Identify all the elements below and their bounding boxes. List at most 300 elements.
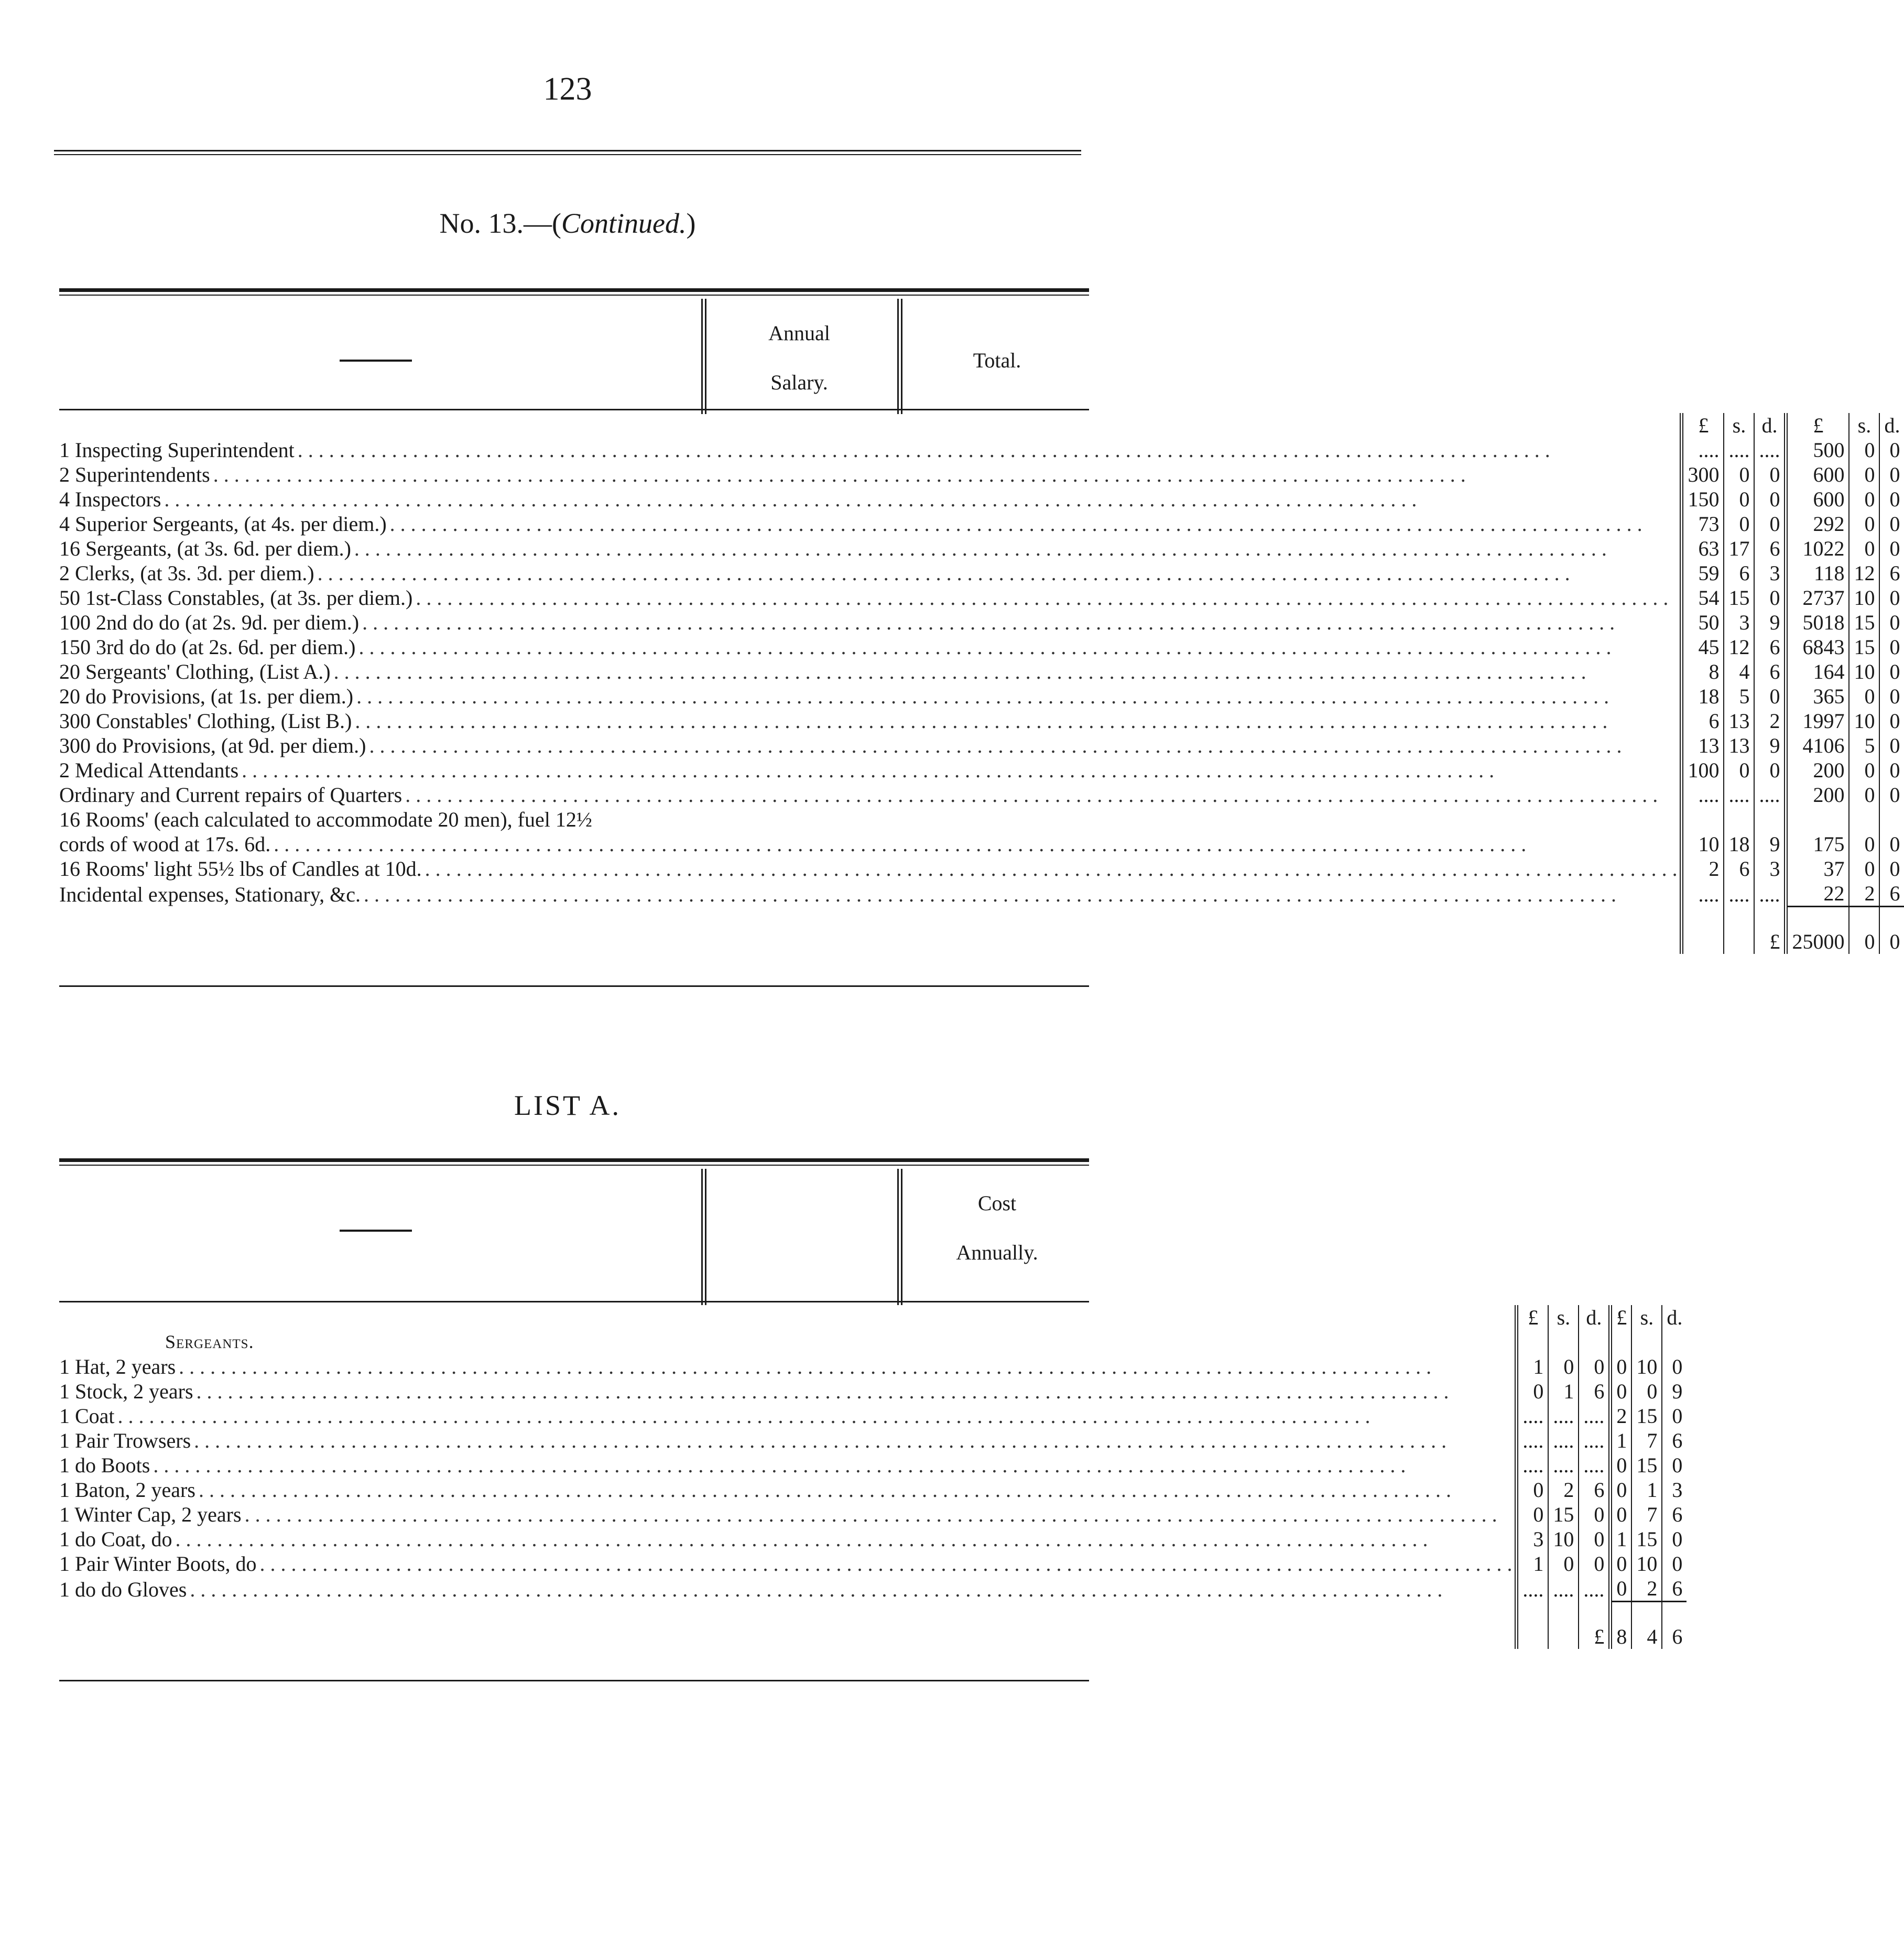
row-description (55, 758, 1682, 783)
total-shillings: 10 (1849, 709, 1879, 733)
rate-pence: 0 (1754, 487, 1786, 512)
table-row (55, 585, 1904, 610)
row-label: 1 Baton, 2 years (59, 1478, 199, 1502)
rate-shillings (1724, 807, 1754, 832)
total-pounds: 164 (1786, 659, 1849, 684)
rate-pence: 2 (1754, 709, 1786, 733)
table1-header-vline-4 (901, 299, 902, 414)
total-shillings: 0 (1849, 512, 1879, 536)
row-label: 1 Pair Winter Boots, do (59, 1552, 260, 1576)
section-cell (1548, 1330, 1579, 1354)
total-pounds: 0 (1611, 1453, 1632, 1478)
total-pounds: 0 (1611, 1576, 1632, 1602)
row-label: 1 Winter Cap, 2 years (59, 1503, 245, 1526)
row-description (55, 1453, 1517, 1478)
total-shillings: 0 (1849, 758, 1879, 783)
total-pence (1879, 807, 1904, 832)
rate-pounds: 2 (1682, 856, 1724, 881)
rate-pounds: 45 (1682, 635, 1724, 659)
row-label: 4 Superior Sergeants, (at 4s. per diem.) (59, 512, 390, 536)
table2-header-vline-2 (705, 1169, 706, 1305)
rate-pence: 6 (1754, 659, 1786, 684)
total-pounds: 600 (1786, 487, 1849, 512)
total-shillings: 2 (1849, 881, 1879, 907)
rate-shillings: 2 (1548, 1478, 1579, 1502)
rate-pence: 6 (1754, 635, 1786, 659)
total-shillings: 15 (1849, 610, 1879, 635)
dot-leader: . . . . . . . . . . . . . . . . . . . . . . . . . . . . . . . . . . . . . . . . . . . . . . . . . . . . . . . . . . . . . . . . . . . . . . . . . . . . . . . . . . . . . . . . . . . . . . . . . . . . . . . . . . . . . . . . . . . . . . . . (364, 882, 1616, 906)
rate-pence: 0 (1754, 585, 1786, 610)
rate-pounds: 0 (1517, 1379, 1549, 1404)
rate-pounds: 13 (1682, 733, 1724, 758)
total-pounds: 365 (1786, 684, 1849, 709)
row-label: 100 2nd do do (at 2s. 9d. per diem.) (59, 611, 362, 634)
rate-pence: 6 (1579, 1379, 1611, 1404)
rate-pounds: 100 (1682, 758, 1724, 783)
total-spacer (55, 1602, 1517, 1649)
section-cell (1579, 1330, 1611, 1354)
total-pence: 0 (1879, 832, 1904, 856)
dot-leader: . . . . . . . . . . . . . . . . . . . . . . . . . . . . . . . . . . . . . . . . . . . . . . . . . . . . . . . . . . . . . . . . . . . . . . . . . . . . . . . . . . . . . . . . . . . . . . . . . . . . . . . . . . . . . . . . . . . . . . . . (333, 660, 1586, 683)
row-description (55, 684, 1682, 709)
unit-1: s. (1724, 413, 1754, 438)
total-pence: 0 (1879, 856, 1904, 881)
table-row (55, 1576, 1687, 1602)
total-pence: 0 (1879, 610, 1904, 635)
total-shillings: 0 (1849, 438, 1879, 462)
row-label: 1 Stock, 2 years (59, 1380, 197, 1403)
dot-leader: . . . . . . . . . . . . . . . . . . . . . . . . . . . . . . . . . . . . . . . . . . . . . . . . . . . . . . . . . . . . . . . . . . . . . . . . . . . . . . . . . . . . . . . . . . . . . . . . . . . . . . . . . . . . . . . . . . . . . . . . (213, 463, 1466, 486)
table-row (55, 536, 1904, 561)
table-row (55, 561, 1904, 585)
rate-shillings: 3 (1724, 610, 1754, 635)
grand-total-pounds: 8 (1611, 1602, 1632, 1649)
total-shillings: 10 (1631, 1354, 1662, 1379)
total-pounds: 37 (1786, 856, 1849, 881)
row-description (55, 1576, 1517, 1602)
grand-total-pounds: 25000 (1786, 907, 1849, 954)
row-label: 16 Rooms' (each calculated to accommodate 20 men), fuel 12½ (59, 808, 595, 831)
dot-leader: . . . . . . . . . . . . . . . . . . . . . . . . . . . . . . . . . . . . . . . . . . . . . . . . . . . . . . . . . . . . . . . . . . . . . . . . . . . . . . . . . . . . . . . . . . . . . . . . . . . . . . . . . . . . . . . . . . . . . . . . (175, 1527, 1428, 1551)
dot-leader: . . . . . . . . . . . . . . . . . . . . . . . . . . . . . . . . . . . . . . . . . . . . . . . . . . . . . . . . . . . . . . . . . . . . . . . . . . . . . . . . . . . . . . . . . . . . . . . . . . . . . . . . . . . . . . . . . . . . . . . . (198, 1478, 1451, 1502)
rate-pence (1754, 807, 1786, 832)
rate-pounds: 18 (1682, 684, 1724, 709)
rate-pence: 3 (1754, 856, 1786, 881)
table-row (55, 807, 1904, 832)
rate-pence: 6 (1754, 536, 1786, 561)
table-row (55, 709, 1904, 733)
row-label: 2 Superintendents (59, 463, 213, 486)
rate-pence: 0 (1754, 462, 1786, 487)
total-shillings (1849, 807, 1879, 832)
row-label: 1 Coat (59, 1404, 118, 1428)
row-description (55, 733, 1682, 758)
units-spacer (55, 1305, 1517, 1330)
row-description (55, 783, 1682, 807)
row-label: 300 Constables' Clothing, (List B.) (59, 709, 355, 733)
rate-shillings: 6 (1724, 561, 1754, 585)
rate-pounds: 0 (1517, 1478, 1549, 1502)
dot-leader: . . . . . . . . . . . . . . . . . . . . . . . . . . . . . . . . . . . . . . . . . . . . . . . . . . . . . . . . . . . . . . . . . . . . . . . . . . . . . . . . . . . . . . . . . . . . . . . . . . . . . . . . . . . . . . . . . . . . . . . . (164, 487, 1417, 511)
rate-shillings: 15 (1724, 585, 1754, 610)
row-description (55, 1354, 1517, 1379)
dot-leader: . . . . . . . . . . . . . . . . . . . . . . . . . . . . . . . . . . . . . . . . . . . . . . . . . . . . . . . . . . . . . . . . . . . . . . . . . . . . . . . . . . . . . . . . . . . . . . . . . . . . . . . . . . . . . . . . . . . . . . . . (242, 758, 1495, 782)
total-pounds: 200 (1786, 783, 1849, 807)
dot-leader: . . . . . . . . . . . . . . . . . . . . . . . . . . . . . . . . . . . . . . . . . . . . . . . . . . . . . . . . . . . . . . . . . . . . . . . . . . . . . . . . . . . . . . . . . . . . . . . . . . . . . . . . . . . . . . . . . . . . . . . . (194, 1429, 1447, 1452)
row-description (55, 1527, 1517, 1551)
table1-col-total: Total. (973, 349, 1021, 372)
table2 (55, 1305, 1687, 1649)
rate-pounds: 50 (1682, 610, 1724, 635)
row-description (55, 1551, 1517, 1576)
total-pence: 0 (1879, 585, 1904, 610)
table2-bottom-rule (59, 1680, 1089, 1681)
rate-shillings: 5 (1724, 684, 1754, 709)
total-pence: 0 (1879, 709, 1904, 733)
total-pence: 3 (1662, 1478, 1687, 1502)
table2-top-rule (59, 1158, 1089, 1162)
total-pounds: 500 (1786, 438, 1849, 462)
total-blank-2 (1548, 1602, 1579, 1649)
rate-pence: 9 (1754, 733, 1786, 758)
row-description (55, 1502, 1517, 1527)
unit-4: s. (1631, 1305, 1662, 1330)
row-label: cords of wood at 17s. 6d. (59, 832, 274, 856)
grand-total-pence: 0 (1879, 907, 1904, 954)
dot-leader: . . . . . . . . . . . . . . . . . . . . . . . . . . . . . . . . . . . . . . . . . . . . . . . . . . . . . . . . . . . . . . . . . . . . . . . . . . . . . . . . . . . . . . . . . . . . . . . . . . . . . . . . . . . . . . . . . . . . . . . . (425, 857, 1678, 881)
row-label: 1 do Boots (59, 1453, 153, 1477)
total-pence: 0 (1879, 783, 1904, 807)
table2-heading: LIST A. (514, 1090, 622, 1121)
total-pence: 0 (1879, 438, 1904, 462)
rate-shillings: 1 (1548, 1379, 1579, 1404)
dot-leader: . . . . . . . . . . . . . . . . . . . . . . . . . . . . . . . . . . . . . . . . . . . . . . . . . . . . . . . . . . . . . . . . . . . . . . . . . . . . . . . . . . . . . . . . . . . . . . . . . . . . . . . . . . . . . . . . . . . . . . . . (358, 635, 1612, 659)
total-pence: 6 (1879, 881, 1904, 907)
row-label: 1 Hat, 2 years (59, 1355, 179, 1378)
dot-leader: . . . . . . . . . . . . . . . . . . . . . . . . . . . . . . . . . . . . . . . . . . . . . . . . . . . . . . . . . . . . . . . . . . . . . . . . . . . . . . . . . . . . . . . . . . . . . . . . . . . . . . . . . . . . . . . . . . . . . . . . (244, 1503, 1497, 1526)
table-row (55, 659, 1904, 684)
total-blank-1 (1517, 1602, 1549, 1649)
table1-col-annual-2: Salary. (770, 371, 828, 394)
total-shillings: 5 (1849, 733, 1879, 758)
total-pounds: 1022 (1786, 536, 1849, 561)
total-shillings: 10 (1849, 585, 1879, 610)
dot-leader: . . . . . . . . . . . . . . . . . . . . . . . . . . . . . . . . . . . . . . . . . . . . . . . . . . . . . . . . . . . . . . . . . . . . . . . . . . . . . . . . . . . . . . . . . . . . . . . . . . . . . . . . . . . . . . . . . . . . . . . . (153, 1453, 1406, 1477)
dot-leader: . . . . . . . . . . . . . . . . . . . . . . . . . . . . . . . . . . . . . . . . . . . . . . . . . . . . . . . . . . . . . . . . . . . . . . . . . . . . . . . . . . . . . . . . . . . . . . . . . . . . . . . . . . . . . . . . . . . . . . . . (362, 611, 1615, 634)
table-row (55, 462, 1904, 487)
rate-pence: 0 (1754, 684, 1786, 709)
table-row (55, 832, 1904, 856)
rate-pence: 0 (1579, 1551, 1611, 1576)
row-label: 16 Sergeants, (at 3s. 6d. per diem.) (59, 537, 354, 560)
total-pence: 0 (1879, 462, 1904, 487)
rate-pounds: 73 (1682, 512, 1724, 536)
table2-col-cost-1: Cost (977, 1191, 1017, 1215)
table-row (55, 684, 1904, 709)
unit-2: d. (1754, 413, 1786, 438)
table1-header-dash (340, 360, 412, 362)
rate-pence: 9 (1754, 832, 1786, 856)
total-pounds: 175 (1786, 832, 1849, 856)
row-label: 50 1st-Class Constables, (at 3s. per diem.) (59, 586, 416, 610)
rate-pounds: 63 (1682, 536, 1724, 561)
section-cell (1611, 1330, 1632, 1354)
row-label: Ordinary and Current repairs of Quarters (59, 783, 405, 807)
dot-leader: . . . . . . . . . . . . . . . . . . . . . . . . . . . . . . . . . . . . . . . . . . . . . . . . . . . . . . . . . . . . . . . . . . . . . . . . . . . . . . . . . . . . . . . . . . . . . . . . . . . . . . . . . . . . . . . . . . . . . . . . (179, 1355, 1432, 1378)
total-pounds: 0 (1611, 1379, 1632, 1404)
rate-shillings: .... (1548, 1428, 1579, 1453)
total-pounds: 118 (1786, 561, 1849, 585)
total-pounds: 1 (1611, 1428, 1632, 1453)
total-shillings: 0 (1849, 536, 1879, 561)
rate-pounds: .... (1517, 1576, 1549, 1602)
row-label: 4 Inspectors (59, 487, 164, 511)
table1-header-vline-3 (897, 299, 899, 414)
row-description (55, 487, 1682, 512)
rate-pounds: 1 (1517, 1551, 1549, 1576)
rate-pence: 0 (1579, 1502, 1611, 1527)
unit-2: d. (1579, 1305, 1611, 1330)
table1-header-vline-1 (701, 299, 703, 414)
total-symbol: £ (1754, 907, 1786, 954)
rate-shillings: 0 (1724, 758, 1754, 783)
rate-pounds: 8 (1682, 659, 1724, 684)
total-shillings: 0 (1631, 1379, 1662, 1404)
total-pounds: 1 (1611, 1527, 1632, 1551)
total-shillings: 7 (1631, 1428, 1662, 1453)
rate-pounds: .... (1517, 1428, 1549, 1453)
table-row (55, 512, 1904, 536)
rate-pence: 9 (1754, 610, 1786, 635)
row-description (55, 438, 1682, 462)
row-description (55, 709, 1682, 733)
total-pounds: 0 (1611, 1478, 1632, 1502)
rate-shillings: 0 (1724, 487, 1754, 512)
table-row (55, 783, 1904, 807)
dot-leader: . . . . . . . . . . . . . . . . . . . . . . . . . . . . . . . . . . . . . . . . . . . . . . . . . . . . . . . . . . . . . . . . . . . . . . . . . . . . . . . . . . . . . . . . . . . . . . . . . . . . . . . . . . . . . . . . . . . . . . . . (317, 561, 1570, 585)
table-row (55, 1478, 1687, 1502)
rate-shillings: .... (1548, 1576, 1579, 1602)
row-label: 2 Medical Attendants (59, 758, 242, 782)
rate-shillings: 18 (1724, 832, 1754, 856)
total-shillings: 2 (1631, 1576, 1662, 1602)
rate-pence: .... (1579, 1576, 1611, 1602)
dot-leader: . . . . . . . . . . . . . . . . . . . . . . . . . . . . . . . . . . . . . . . . . . . . . . . . . . . . . . . . . . . . . . . . . . . . . . . . . . . . . . . . . . . . . . . . . . . . . . . . . . . . . . . . . . . . . . . . . . . . . . . . (117, 1404, 1370, 1428)
rate-pence: .... (1579, 1453, 1611, 1478)
rate-shillings: 10 (1548, 1527, 1579, 1551)
total-pence: 0 (1879, 659, 1904, 684)
table1-header-vline-2 (705, 299, 706, 414)
dot-leader: . . . . . . . . . . . . . . . . . . . . . . . . . . . . . . . . . . . . . . . . . . . . . . . . . . . . . . . . . . . . . . . . . . . . . . . . . . . . . . . . . . . . . . . . . . . . . . . . . . . . . . . . . . . . . . . . . . . . . . . . (354, 537, 1607, 560)
rate-shillings: 17 (1724, 536, 1754, 561)
table-row (55, 758, 1904, 783)
table-row (55, 1502, 1687, 1527)
table-row (55, 610, 1904, 635)
row-description (55, 856, 1682, 881)
unit-0: £ (1682, 413, 1724, 438)
dot-leader: . . . . . . . . . . . . . . . . . . . . . . . . . . . . . . . . . . . . . . . . . . . . . . . . . . . . . . . . . . . . . . . . . . . . . . . . . . . . . . . . . . . . . . . . . . . . . . . . . . . . . . . . . . . . . . . . . . . . . . . . (356, 685, 1609, 708)
total-blank-2 (1724, 907, 1754, 954)
row-description (55, 512, 1682, 536)
unit-5: d. (1879, 413, 1904, 438)
total-shillings: 15 (1631, 1527, 1662, 1551)
units-spacer (55, 413, 1682, 438)
rate-shillings: 4 (1724, 659, 1754, 684)
table1 (55, 413, 1904, 954)
dot-leader: . . . . . . . . . . . . . . . . . . . . . . . . . . . . . . . . . . . . . . . . . . . . . . . . . . . . . . . . . . . . . . . . . . . . . . . . . . . . . . . . . . . . . . . . . . . . . . . . . . . . . . . . . . . . . . . . . . . . . . . . (405, 783, 1658, 807)
table2-header-vline-3 (897, 1169, 899, 1305)
rate-shillings: 13 (1724, 733, 1754, 758)
rate-shillings: 0 (1548, 1551, 1579, 1576)
section-heading: Sergeants. (165, 1331, 254, 1352)
total-pence: 0 (1662, 1527, 1687, 1551)
section-row (55, 1330, 1687, 1354)
total-pence: 0 (1879, 536, 1904, 561)
row-description (55, 536, 1682, 561)
table-row (55, 1428, 1687, 1453)
dot-leader: . . . . . . . . . . . . . . . . . . . . . . . . . . . . . . . . . . . . . . . . . . . . . . . . . . . . . . . . . . . . . . . . . . . . . . . . . . . . . . . . . . . . . . . . . . . . . . . . . . . . . . . . . . . . . . . . . . . . . . . . (389, 512, 1642, 536)
dot-leader: . . . . . . . . . . . . . . . . . . . . . . . . . . . . . . . . . . . . . . . . . . . . . . . . . . . . . . . . . . . . . . . . . . . . . . . . . . . . . . . . . . . . . . . . . . . . . . . . . . . . . . . . . . . . . . . . . . . . . . . . (190, 1577, 1443, 1601)
rate-shillings: 6 (1724, 856, 1754, 881)
rate-shillings: .... (1724, 881, 1754, 907)
table-row (55, 856, 1904, 881)
total-spacer (55, 907, 1682, 954)
total-row (55, 907, 1904, 954)
total-pounds: 4106 (1786, 733, 1849, 758)
rate-shillings: 12 (1724, 635, 1754, 659)
total-pence: 0 (1879, 635, 1904, 659)
unit-4: s. (1849, 413, 1879, 438)
total-symbol: £ (1579, 1602, 1611, 1649)
total-pounds: 600 (1786, 462, 1849, 487)
total-shillings: 0 (1849, 462, 1879, 487)
row-label: 16 Rooms' light 55½ lbs of Candles at 10d. (59, 857, 425, 881)
section-cell (1631, 1330, 1662, 1354)
table-row (55, 1551, 1687, 1576)
rate-pounds: 59 (1682, 561, 1724, 585)
table-row (55, 487, 1904, 512)
total-shillings: 15 (1631, 1404, 1662, 1428)
rate-pounds: 10 (1682, 832, 1724, 856)
rate-pounds: 150 (1682, 487, 1724, 512)
rate-pence: .... (1754, 438, 1786, 462)
dot-leader: . . . . . . . . . . . . . . . . . . . . . . . . . . . . . . . . . . . . . . . . . . . . . . . . . . . . . . . . . . . . . . . . . . . . . . . . . . . . . . . . . . . . . . . . . . . . . . . . . . . . . . . . . . . . . . . . . . . . . . . . (355, 709, 1608, 733)
total-pence: 0 (1879, 733, 1904, 758)
total-pounds: 0 (1611, 1551, 1632, 1576)
rate-shillings: 0 (1724, 512, 1754, 536)
row-description (55, 610, 1682, 635)
table-row (55, 1453, 1687, 1478)
total-shillings: 0 (1849, 856, 1879, 881)
row-label: 300 do Provisions, (at 9d. per diem.) (59, 734, 369, 757)
rate-pence: .... (1579, 1404, 1611, 1428)
row-description (55, 659, 1682, 684)
rate-pounds: 1 (1517, 1354, 1549, 1379)
row-label: 150 3rd do do (at 2s. 6d. per diem.) (59, 635, 358, 659)
total-pounds: 1997 (1786, 709, 1849, 733)
unit-5: d. (1662, 1305, 1687, 1330)
rate-pounds: .... (1682, 783, 1724, 807)
total-pounds: 292 (1786, 512, 1849, 536)
total-pounds: 6843 (1786, 635, 1849, 659)
table-row (55, 438, 1904, 462)
rate-shillings: 0 (1724, 462, 1754, 487)
rate-shillings: 0 (1548, 1354, 1579, 1379)
total-pounds: 2737 (1786, 585, 1849, 610)
page-number: 123 (543, 71, 592, 107)
total-shillings: 0 (1849, 783, 1879, 807)
table2-header-dash (340, 1230, 412, 1232)
grand-total-pence: 6 (1662, 1602, 1687, 1649)
rate-pounds: .... (1517, 1404, 1549, 1428)
total-pence: 0 (1662, 1404, 1687, 1428)
row-description (55, 1478, 1517, 1502)
rate-pounds: 3 (1517, 1527, 1549, 1551)
row-description (55, 561, 1682, 585)
rate-pence: 0 (1754, 512, 1786, 536)
page-top-rule-2 (54, 154, 1081, 155)
total-pence: 6 (1662, 1428, 1687, 1453)
table1-header-rule (59, 409, 1089, 410)
row-description (55, 1379, 1517, 1404)
rate-pounds: 6 (1682, 709, 1724, 733)
total-pence: 0 (1662, 1453, 1687, 1478)
dot-leader: . . . . . . . . . . . . . . . . . . . . . . . . . . . . . . . . . . . . . . . . . . . . . . . . . . . . . . . . . . . . . . . . . . . . . . . . . . . . . . . . . . . . . . . . . . . . . . . . . . . . . . . . . . . . . . . . . . . . . . . . (297, 438, 1550, 462)
total-row (55, 1602, 1687, 1649)
dot-leader: . . . . . . . . . . . . . . . . . . . . . . . . . . . . . . . . . . . . . . . . . . . . . . . . . . . . . . . . . . . . . . . . . . . . . . . . . . . . . . . . . . . . . . . . . . . . . . . . . . . . . . . . . . . . . . . . . . . . . . . . (416, 586, 1669, 610)
rate-pence: .... (1754, 783, 1786, 807)
total-shillings: 0 (1849, 832, 1879, 856)
units-row (55, 413, 1904, 438)
rate-shillings: .... (1548, 1453, 1579, 1478)
rate-pounds: 54 (1682, 585, 1724, 610)
total-pounds: 200 (1786, 758, 1849, 783)
total-pence: 0 (1662, 1354, 1687, 1379)
table-row (55, 1379, 1687, 1404)
total-pence: 0 (1879, 512, 1904, 536)
table2-col-cost-2: Annually. (956, 1241, 1038, 1264)
table-row (55, 1527, 1687, 1551)
table-row (55, 635, 1904, 659)
rate-pounds: .... (1517, 1453, 1549, 1478)
total-pence: 6 (1879, 561, 1904, 585)
row-description (55, 807, 1682, 832)
total-shillings: 7 (1631, 1502, 1662, 1527)
total-pounds: 5018 (1786, 610, 1849, 635)
rate-pence: .... (1579, 1428, 1611, 1453)
row-label: 2 Clerks, (at 3s. 3d. per diem.) (59, 561, 318, 585)
rate-pence: 3 (1754, 561, 1786, 585)
total-pence: 0 (1662, 1551, 1687, 1576)
table2-header-rule (59, 1301, 1089, 1302)
total-pence: 6 (1662, 1502, 1687, 1527)
row-label: 20 Sergeants' Clothing, (List A.) (59, 660, 334, 683)
grand-total-shillings: 4 (1631, 1602, 1662, 1649)
rate-shillings: 15 (1548, 1502, 1579, 1527)
table-row (55, 1354, 1687, 1379)
dot-leader: . . . . . . . . . . . . . . . . . . . . . . . . . . . . . . . . . . . . . . . . . . . . . . . . . . . . . . . . . . . . . . . . . . . . . . . . . . . . . . . . . . . . . . . . . . . . . . . . . . . . . . . . . . . . . . . . . . . . . . . . (274, 832, 1527, 856)
table2-header-vline-1 (701, 1169, 703, 1305)
row-label: 20 do Provisions, (at 1s. per diem.) (59, 685, 356, 708)
total-shillings: 15 (1631, 1453, 1662, 1478)
table1-top-rule (59, 288, 1089, 292)
row-description (55, 635, 1682, 659)
section-cell (1662, 1330, 1687, 1354)
total-shillings: 15 (1849, 635, 1879, 659)
table1-col-annual-1: Annual (768, 321, 830, 345)
rate-pounds: .... (1682, 438, 1724, 462)
rate-pounds: 300 (1682, 462, 1724, 487)
